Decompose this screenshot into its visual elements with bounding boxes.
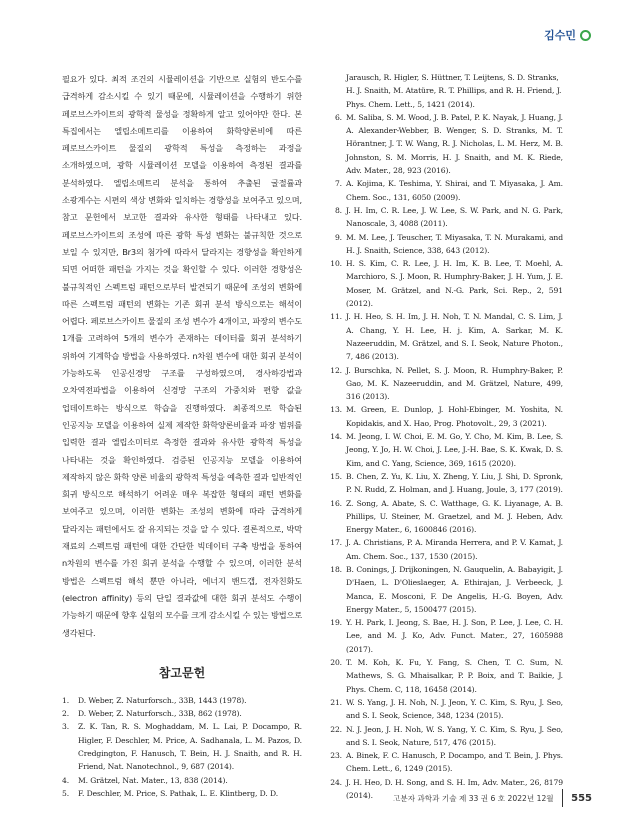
reference-text: J. H. Im, C. R. Lee, J. W. Lee, S. W. Park, and N. G. Park, Nanoscale, 3, 4088 (2011). (346, 205, 563, 229)
reference-item (62, 774, 302, 787)
reference-number: 5. (62, 788, 70, 798)
reference-number: 10. (330, 259, 342, 269)
reference-text: A. Kojima, K. Teshima, Y. Shirai, and T. Miyasaka, J. Am. Chem. Soc., 131, 6050 (2009). (346, 179, 563, 202)
reference-item (327, 696, 563, 723)
reference-text: F. Deschler, M. Price, S. Pathak, L. E. Klintberg, D. D. (78, 788, 279, 798)
reference-item (327, 616, 563, 656)
reference-number: 23. (330, 751, 342, 761)
reference-number: 2. (62, 709, 70, 719)
page-footer (393, 789, 592, 807)
reference-text: M. Jeong, I. W. Choi, E. M. Go, Y. Cho, M. Kim, B. Lee, S. Jeong, Y. Jo, H. W. Choi, J. Lee, J.-H. Bae, S. K. Kwak, D. S. Kim, and C. Yang, Science, 369, 1615 (2020). (346, 432, 563, 468)
reference-text: Z. Song, A. Abate, S. C. Watthage, G. K. Liyanage, A. B. Phillips, U. Steiner, M. Graetzel, and M. J. Heben, Adv. Energy Mater., 6, 1600846 (2016). (346, 498, 563, 535)
journal-info: 고분자 과학과 기술 제 33 권 6 호 2022년 12월 (393, 793, 554, 803)
reference-item (327, 497, 563, 537)
author-name: 김수민 (544, 29, 576, 42)
reference-number: 12. (330, 365, 342, 375)
reference-number: 11. (330, 312, 342, 322)
reference-item (327, 536, 563, 563)
reference-item (327, 723, 563, 750)
reference-item (62, 694, 302, 707)
reference-item (327, 310, 563, 363)
reference-text: J. H. Heo, D. H. Song, and S. H. Im, Adv. Mater., 26, 8179 (2014). (346, 777, 563, 801)
reference-text: N. J. Jeon, J. H. Noh, W. S. Yang, Y. C. Kim, S. Ryu, J. Seo, and S. I. Seok, Nature, 517, 476 (2015). (346, 724, 563, 747)
reference-text: M. Green, E. Dunlop, J. Hohl-Ebinger, M. Yoshita, N. Kopidakis, and X. Hao, Prog. Photovolt., 29, 3 (2021). (346, 405, 563, 428)
reference-number: 3. (62, 722, 70, 732)
reference-number: 21. (330, 697, 342, 707)
reference-item (327, 364, 563, 404)
reference-text: T. M. Koh, K. Fu, Y. Fang, S. Chen, T. C. Sum, N. Mathews, S. G. Mhaisalkar, P. P. Boix, and T. Baikie, J. Phys. Chem. C, 118, 16458 (2014). (346, 658, 563, 694)
reference-number: 4. (62, 775, 70, 785)
reference-number: 22. (330, 724, 342, 734)
reference-text: B. Chen, Z. Yu, K. Liu, X. Zheng, Y. Liu, J. Shi, D. Spronk, P. N. Rudd, Z. Holman, and J. Huang, Joule, 3, 177 (2019). (346, 471, 563, 495)
reference-text: J. H. Heo, S. H. Im, J. H. Noh, T. N. Mandal, C. S. Lim, J. A. Chang, Y. H. Lee, H. j. Kim, A. Sarkar, M. K. Nazeeruddin, M. Grätzel, and S. I. Seok, Nature Photon., 7, 486 (2013). (346, 312, 563, 362)
reference-text: J. Burschka, N. Pellet, S. J. Moon, R. Humphry-Baker, P. Gao, M. K. Nazeeruddin, and M. Grätzel, Nature, 499, 316 (2013). (346, 365, 563, 402)
reference-number: 18. (330, 564, 342, 574)
reference-number: 9. (334, 232, 342, 242)
reference-item (62, 707, 302, 720)
reference-number: 16. (330, 498, 342, 508)
reference-item (327, 749, 563, 776)
reference-text: M. M. Lee, J. Teuscher, T. Miyasaka, T. N. Murakami, and H. J. Snaith, Science, 338, 643 (2012). (346, 232, 563, 255)
reference-item (327, 563, 563, 616)
reference-item (327, 257, 563, 310)
reference-item (327, 470, 563, 497)
reference-text: D. Weber, Z. Naturforsch., 33B, 862 (1978). (78, 709, 242, 719)
reference-text: M. Grätzel, Nat. Mater., 13, 838 (2014). (78, 775, 228, 785)
reference-number: 19. (330, 618, 342, 628)
reference-number: 14. (330, 432, 342, 442)
reference-item (327, 111, 563, 177)
reference-item (327, 403, 563, 430)
reference-text: A. Binek, F. C. Hanusch, P. Docampo, and T. Bein, J. Phys. Chem. Lett., 6, 1249 (2015). (346, 751, 563, 774)
reference-number: 24. (330, 777, 342, 787)
reference-text: J. A. Christians, P. A. Miranda Herrera, and P. V. Kamat, J. Am. Chem. Soc., 137, 1530 (2015). (346, 538, 563, 561)
body-paragraph: 필요가 있다. 최적 조건의 시뮬레이션을 기반으로 실험의 반도수를 급격하게 감소시킬 수 있기 때문에, 시뮬레이션을 수행하기 위한 페로브스카이트의 광학적 물성을 정확하게 알고 있어야만 한다. 본 특집에서는 엘립소메트리를 이용하여 화학양론비에 따른 페로브스카이트 물질의 광학적 특성을 측정하는 과정을 소개하였으며, 광학 시뮬레이션 모델을 이용하여 측정된 결과를 분석하였다. 엘립소메트리 분석을 통하여 추출된 굴절률과 소광계수는 시편의 색상 변화와 일치하는 경향성을 보여주고 있으며, 참고 문헌에서 보고한 결과와 유사한 형태를 나타내고 있다. 페로브스카이트의 조성에 따른 광학 특성 변화는 불규칙한 것으로 보일 수 있지만, Br3의 첨가에 따라서 달라지는 경향성을 확인하게 되면 어떠한 패턴을 가지는 것을 확인할 수 있다. 이러한 경향성은 불규칙적인 스펙트럼 패턴으로부터 발견되기 때문에 조성의 변화에 따른 스펙트럼 패턴의 변화는 기존 회귀 분석 방식으로는 해석이 어렵다. 페로브스카이트 물질의 조성 변수가 4개이고, 파장의 변수도 1개를 고려하여 5개의 변수가 존재하는 데이터를 회귀 분석하기 위하여 기계학습 방법을 사용하였다. n차원 변수에 대한 회귀 분석이 가능하도록 인공신경망 구조를 구성하였으며, 경사하강법과 오차역전파법을 이용하여 신경망 구조의 가중치와 편향 값을 업데이트하는 방식으로 학습을 진행하였다. 최종적으로 학습된 인공지능 모델을 이용하여 실제 제작한 화학양론비율과 파장 범위를 입력한 결과 엘립소미터로 측정한 결과와 유사한 광학적 특성을 나타내는 것을 확인하였다. 검증된 인공지능 모델을 이용하여 제작하지 않은 화학 양론 비율의 광학적 특성을 예측한 결과 일반적인 회귀 방식으로 해석하기 어려운 매우 복잡한 형태의 패턴 변화를 보여주고 있으며, 이러한 변화는 조성의 변화에 따라 급격하게 달라지는 패턴에서도 잘 유지되는 것을 알 수 있다. 결론적으로, 박막 재료의 스펙트럼 패턴에 대한 간단한 빅데이터 구축 방법을 통하여 n차원의 변수를 가진 회귀 분석을 수행할 수 있으며, 이러한 분석 방법은 스펙트럼 해석 뿐만 아니라, 에너지 밴드갭, 전자친화도(electron affinity) 등의 단일 결과값에 대한 회귀 분석도 수행이 가능하기 때문에 향후 실험의 모수를 크게 감소시킬 수 있는 방법으로 생각된다. (62, 74, 302, 638)
reference-number: 6. (334, 112, 342, 122)
running-header (544, 27, 591, 43)
left-column (62, 71, 302, 800)
reference-text: W. S. Yang, J. H. Noh, N. J. Jeon, Y. C. Kim, S. Ryu, J. Seo, and S. I. Seok, Science, 348, 1234 (2015). (346, 697, 563, 721)
reference-number: 17. (330, 538, 342, 548)
green-ring-icon (580, 30, 591, 41)
reference-item (62, 787, 302, 800)
reference-number: 1. (62, 695, 70, 705)
footer-divider (562, 789, 564, 807)
reference-item (327, 177, 563, 204)
right-column (327, 71, 563, 802)
reference-text: Z. K. Tan, R. S. Moghaddam, M. L. Lai, P. Docampo, R. Higler, F. Deschler, M. Price, A. Sadhanala, L. M. Pazos, D. Credgington, F. Hanusch, T. Bein, H. J. Snaith, and R. H. Friend, Nat. Nanotechnol., 9, 687 (2014). (78, 722, 302, 772)
page-number: 555 (571, 792, 592, 804)
reference-item (62, 720, 302, 773)
reference-text: Y. H. Park, I. Jeong, S. Bae, H. J. Son, P. Lee, J. Lee, C. H. Lee, and M. J. Ko, Adv. Funct. Mater., 27, 1605988 (2017). (346, 618, 563, 654)
reference-item (327, 430, 563, 470)
reference-text: H. S. Kim, C. R. Lee, J. H. Im, K. B. Lee, T. Moehl, A. Marchioro, S. J. Moon, R. Humphry-Baker, J. H. Yum, J. E. Moser, M. Grätzel, and N.-G. Park, Sci. Rep., 2, 591 (2012). (346, 259, 563, 309)
reference-number: 15. (330, 471, 342, 481)
reference-item (327, 656, 563, 696)
reference-continuation: Jarausch, R. Higler, S. Hüttner, T. Leijtens, S. D. Stranks, H. J. Snaith, M. Atatüre, R. T. Phillips, and R. H. Friend, J. Phys. Chem. Lett., 5, 1421 (2014). (346, 73, 562, 109)
reference-number: 8. (334, 205, 342, 215)
reference-text: D. Weber, Z. Naturforsch., 33B, 1443 (1978). (78, 695, 247, 705)
reference-number: 13. (330, 405, 342, 415)
reference-item (327, 204, 563, 231)
reference-item (327, 231, 563, 258)
reference-list-right (327, 111, 563, 802)
reference-text: B. Conings, J. Drijkoningen, N. Gauquelin, A. Babayigit, J. D'Haen, L. D'Olieslaeger, A. Ethirajan, J. Verbeeck, J. Manca, E. Mosconi, F. De Angelis, H.-G. Boyen, Adv. Energy Mater., 5, 1500477 (2015). (346, 564, 563, 614)
reference-text: M. Saliba, S. M. Wood, J. B. Patel, P. K. Nayak, J. Huang, J. A. Alexander-Webber, B. Wenger, S. D. Stranks, M. T. Hörantner, J. T. W. Wang, R. J. Nicholas, L. M. Herz, M. B. Johnston, S. M. Morris, H. J. Snaith, and M. K. Riede, Adv. Mater., 28, 923 (2016). (346, 112, 563, 176)
reference-number: 20. (330, 658, 342, 668)
references-title: 참고문헌 (158, 665, 206, 680)
reference-list-left (62, 694, 302, 800)
reference-number: 7. (334, 179, 342, 189)
